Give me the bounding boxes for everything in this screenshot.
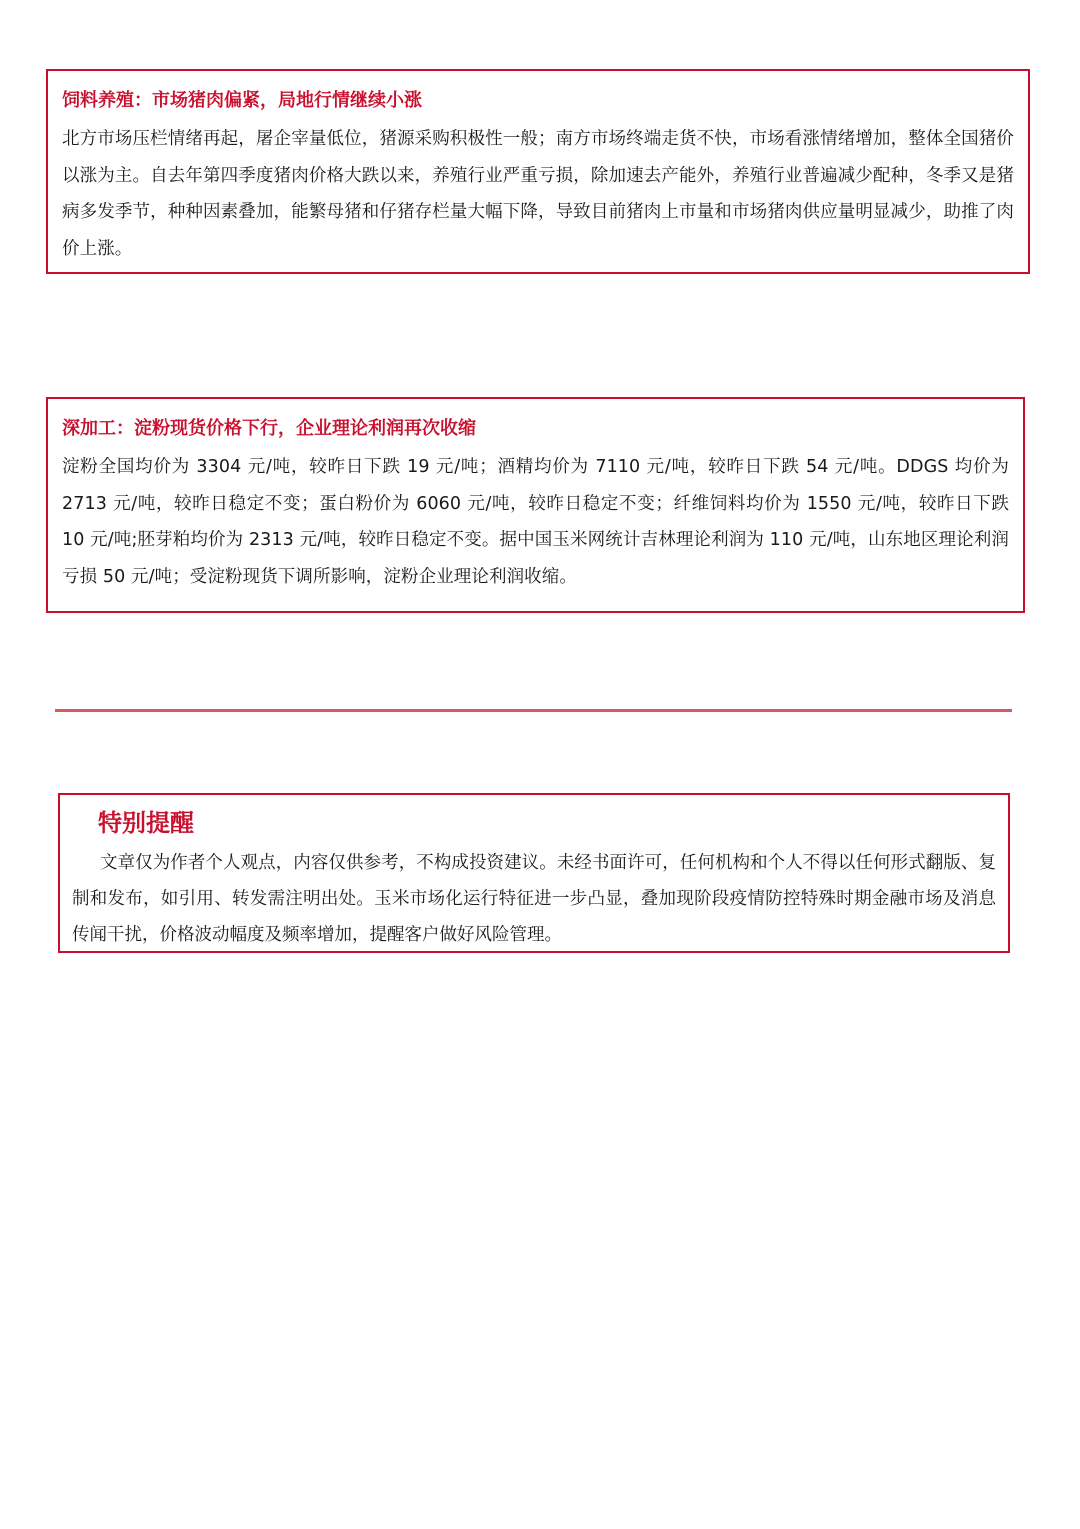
deep-processing-body: 淀粉全国均价为 3304 元/吨，较昨日下跌 19 元/吨；酒精均价为 7110 元/吨，较昨日下跌 54 元/吨。DDGS 均价为 2713 元/吨，较昨日稳定不变；蛋白粉价为 6060 元/吨，较昨日稳定不变；纤维饲料均价为 1550 元/吨，较昨日下跌 10 元/吨;胚芽粕均价为 2313 元/吨，较昨日稳定不变。据中国玉米网统计吉林理论利润为 110 元/吨，山东地区理论利润亏损 50 元/吨；受淀粉现货下调所影响，淀粉企业理论利润收缩。: [62, 457, 1009, 587]
section-divider: [55, 709, 1012, 712]
special-notice-section: [58, 793, 1010, 953]
feed-breeding-title: 饲料养殖：市场猪肉偏紧，局地行情继续小涨: [62, 90, 422, 111]
deep-processing-title: 深加工：淀粉现货价格下行，企业理论利润再次收缩: [62, 418, 476, 439]
deep-processing-section: [46, 397, 1025, 613]
special-notice-body: 文章仅为作者个人观点，内容仅供参考，不构成投资建议。未经书面许可，任何机构和个人不得以任何形式翻版、复制和发布，如引用、转发需注明出处。玉米市场化运行特征进一步凸显，叠加现阶段疫情防控特殊时期金融市场及消息传闻干扰，价格波动幅度及频率增加，提醒客户做好风险管理。: [72, 853, 996, 945]
special-notice-title: 特别提醒: [98, 809, 194, 837]
feed-breeding-body: 北方市场压栏情绪再起，屠企宰量低位，猪源采购积极性一般；南方市场终端走货不快，市场看涨情绪增加，整体全国猪价以涨为主。自去年第四季度猪肉价格大跌以来，养殖行业严重亏损，除加速去产能外，养殖行业普遍减少配种，冬季又是猪病多发季节，种种因素叠加，能繁母猪和仔猪存栏量大幅下降，导致目前猪肉上市量和市场猪肉供应量明显减少，助推了肉价上涨。: [62, 129, 1014, 259]
feed-breeding-section: [46, 69, 1030, 274]
